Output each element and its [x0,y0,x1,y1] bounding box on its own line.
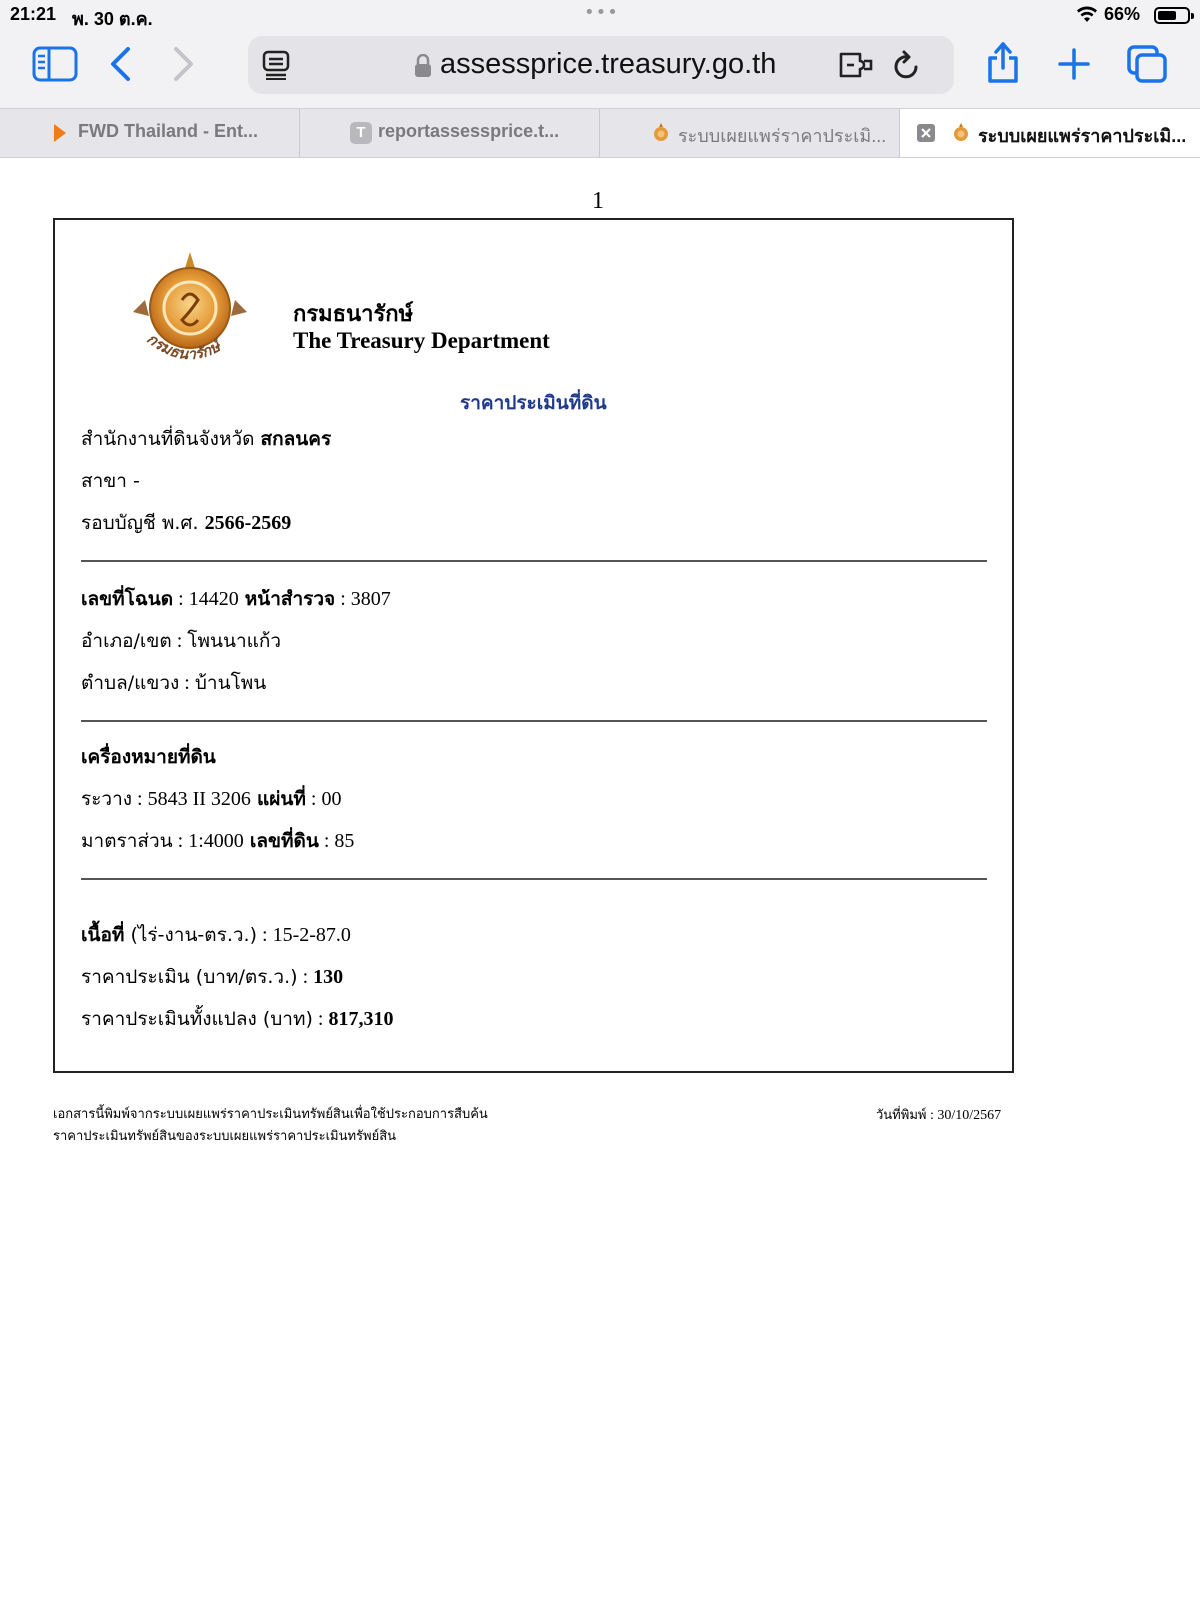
lock-icon [414,54,432,78]
footer-note-line: ราคาประเมินทรัพย์สินของระบบเผยแพร่ราคาประเมินทรัพย์สิน [53,1129,397,1144]
divider [81,720,987,722]
tab-treasury-active[interactable] [900,109,1200,157]
share-icon[interactable] [986,40,1020,84]
tab-fwd[interactable] [0,109,300,157]
footer-note [53,1104,488,1148]
status-time: 21:21 [10,4,57,24]
status-bar [0,0,1200,30]
document-title: ราคาประเมินที่ดิน [460,392,607,414]
office-line: สำนักงานที่ดินจังหวัด สกลนคร [81,428,332,450]
area-line: เนื้อที่ (ไร่-งาน-ตร.ว.) : 15-2-87.0 [81,924,351,946]
landmark-heading: เครื่องหมายที่ดิน [81,746,216,768]
rawang-line: ระวาง : 5843 II 3206 แผ่นที่ : 00 [81,788,342,810]
treasury-favicon-icon [950,122,972,144]
battery-icon [1154,7,1190,24]
letter-t-favicon-icon: T [350,122,372,144]
subdistrict-line: ตำบล/แขวง : บ้านโพน [81,672,267,694]
browser-toolbar [0,30,1200,108]
tab-label: FWD Thailand - Ent... [78,121,258,141]
tab-label: ระบบเผยแพร่ราคาประเมิ... [678,126,887,146]
print-date: วันที่พิมพ์ : 30/10/2567 [876,1108,1002,1123]
treasury-seal-logo [127,250,253,372]
divider [81,878,987,880]
district-line: อำเภอ/เขต : โพนนาแก้ว [81,630,282,652]
assessment-document [53,218,1014,1073]
battery-percent: 66% [1104,4,1141,24]
chevron-left-icon[interactable] [108,46,134,82]
address-bar[interactable] [248,36,954,94]
tab-reportassessprice[interactable] [300,109,600,157]
tab-label: ระบบเผยแพร่ราคาประเมิ... [978,126,1187,146]
fwd-favicon-icon [52,122,68,144]
wifi-icon [1076,6,1098,24]
multitask-dots-icon[interactable]: ••• [584,2,619,23]
tab-bar [0,108,1200,158]
url-text[interactable]: assessprice.treasury.go.th [440,48,777,80]
footer-note-line: เอกสารนี้พิมพ์จากระบบเผยแพร่ราคาประเมินทรัพย์สินเพื่อใช้ประกอบการสืบค้น [53,1107,488,1122]
page-number: 1 [592,188,604,214]
org-name-english: The Treasury Department [293,328,550,353]
scale-line: มาตราส่วน : 1:4000 เลขที่ดิน : 85 [81,830,355,852]
tab-treasury-1[interactable] [600,109,900,157]
tabs-icon[interactable] [1126,44,1168,84]
divider [81,560,987,562]
status-date: พ. 30 ต.ค. [72,9,153,29]
extension-icon[interactable] [838,50,874,80]
treasury-favicon-icon [650,122,672,144]
close-icon[interactable] [916,123,936,143]
page-menu-icon[interactable] [262,50,290,80]
chevron-right-icon[interactable] [170,46,196,82]
org-name-thai: กรมธนารักษ์ [293,302,414,327]
total-line: ราคาประเมินทั้งแปลง (บาท) : 817,310 [81,1008,394,1030]
plus-icon[interactable] [1058,48,1090,80]
sidebar-icon[interactable] [32,46,78,82]
reload-icon[interactable] [892,49,922,81]
branch-line: สาขา - [81,470,140,492]
seal-text: กรมธนารักษ์ [143,329,224,364]
cycle-line: รอบบัญชี พ.ศ. 2566-2569 [81,512,292,534]
price-line: ราคาประเมิน (บาท/ตร.ว.) : 130 [81,966,344,988]
deed-line: เลขที่โฉนด : 14420 หน้าสำรวจ : 3807 [81,588,391,610]
tab-label: reportassessprice.t... [378,121,560,141]
